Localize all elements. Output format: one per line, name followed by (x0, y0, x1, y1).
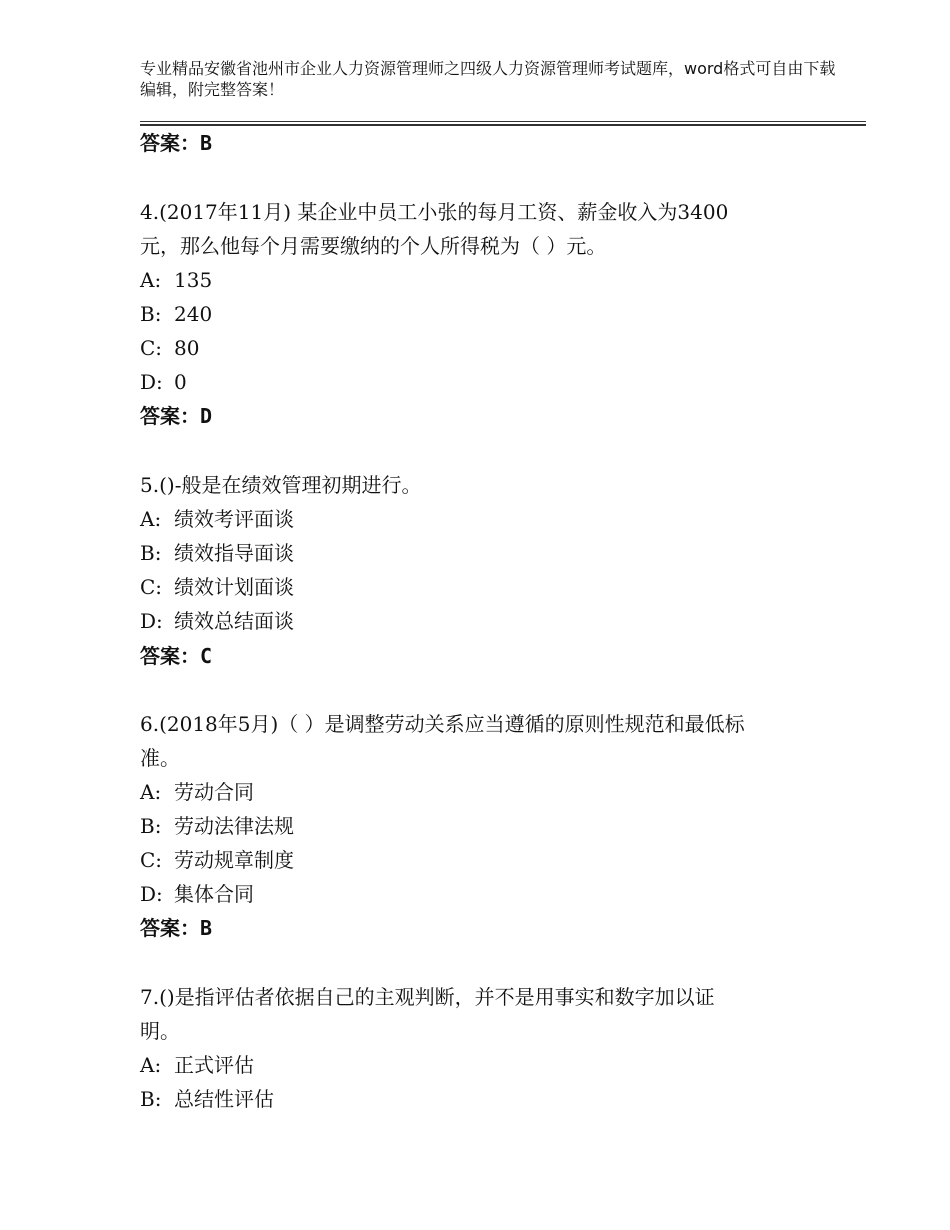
question-5-option-a: A: 绩效考评面谈 (140, 507, 294, 531)
question-6-option-c: C: 劳动规章制度 (140, 848, 294, 872)
question-4-answer: 答案：D (140, 404, 213, 428)
question-4-stem-line-2: 元，那么他每个月需要缴纳的个人所得税为（ ）元。 (140, 234, 607, 258)
question-4-option-d: D: 0 (140, 370, 187, 394)
question-6-stem-line-1: 6.(2018年5月)（ ）是调整劳动关系应当遵循的原则性规范和最低标 (140, 712, 745, 736)
question-4-option-b: B: 240 (140, 302, 213, 326)
question-5-stem-line-1: 5.()-般是在绩效管理初期进行。 (140, 473, 422, 497)
question-4-stem-line-1: 4.(2017年11月) 某企业中员工小张的每月工资、薪金收入为3400 (140, 200, 729, 224)
question-6-stem-line-2: 准。 (140, 746, 180, 770)
document-header: 专业精品安徽省池州市企业人力资源管理师之四级人力资源管理师考试题库，word格式可自由下载编辑，附完整答案！ (140, 59, 836, 99)
question-5-option-c: C: 绩效计划面谈 (140, 575, 294, 599)
question-7-option-a: A: 正式评估 (140, 1053, 254, 1077)
question-4-option-a: A: 135 (140, 268, 213, 292)
question-4-option-c: C: 80 (140, 336, 200, 360)
question-5-answer: 答案：C (140, 644, 213, 668)
question-6-option-a: A: 劳动合同 (140, 780, 254, 804)
question-6-option-b: B: 劳动法律法规 (140, 814, 294, 838)
question-6-option-d: D: 集体合同 (140, 882, 254, 906)
question-7-option-b: B: 总结性评估 (140, 1087, 274, 1111)
header-divider-thick (140, 124, 866, 126)
question-7-stem-line-2: 明。 (140, 1019, 180, 1043)
question-5-option-b: B: 绩效指导面谈 (140, 541, 294, 565)
answer-line: 答案：B (140, 131, 213, 155)
question-5-option-d: D: 绩效总结面谈 (140, 609, 294, 633)
header-divider (140, 121, 866, 122)
question-6-answer: 答案：B (140, 916, 213, 940)
question-7-stem-line-1: 7.()是指评估者依据自己的主观判断，并不是用事实和数字加以证 (140, 985, 715, 1009)
